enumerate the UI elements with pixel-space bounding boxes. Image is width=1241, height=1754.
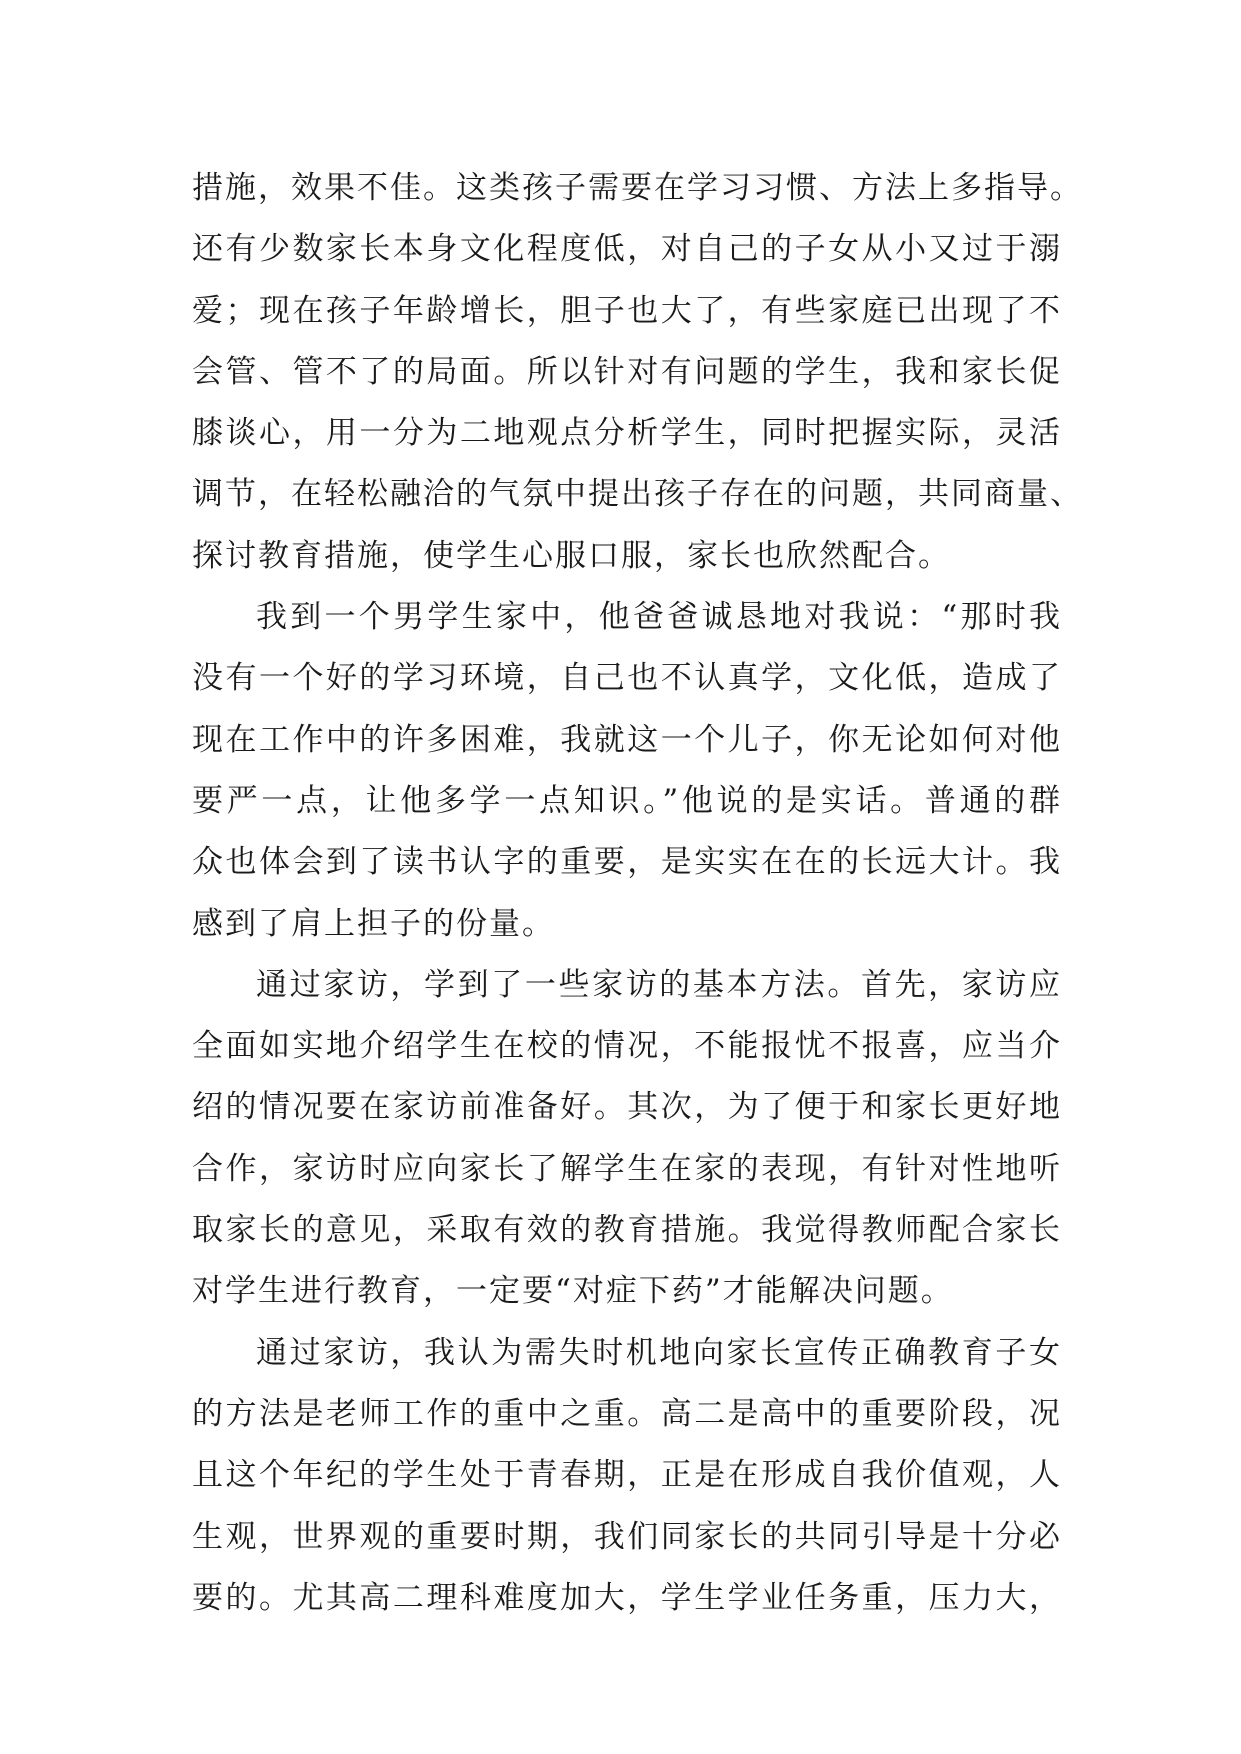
text-line: 通过家访，我认为需失时机地向家长宣传正确教育子女 bbox=[256, 1334, 1062, 1371]
text-line: 还有少数家长本身文化程度低，对自己的子女从小又过于溺 bbox=[192, 231, 1062, 268]
text-line: 探讨教育措施，使学生心服口服，家长也欣然配合。 bbox=[192, 537, 951, 574]
document-body bbox=[192, 158, 1083, 1629]
paragraph bbox=[192, 955, 1062, 1323]
text-line: 膝谈心，用一分为二地观点分析学生，同时把握实际，灵活 bbox=[192, 415, 1062, 452]
text-line: 我到一个男学生家中，他爸爸诚恳地对我说：“那时我 bbox=[256, 599, 1062, 636]
text-line: 众也体会到了读书认字的重要，是实实在在的长远大计。我 bbox=[192, 844, 1062, 881]
text-line: 对学生进行教育，一定要“对症下药”才能解决问题。 bbox=[192, 1273, 954, 1310]
text-line: 且这个年纪的学生处于青春期，正是在形成自我价值观，人 bbox=[192, 1457, 1062, 1494]
paragraph bbox=[192, 587, 1062, 955]
text-line: 措施，效果不佳。这类孩子需要在学习习惯、方法上多指导。 bbox=[192, 170, 1083, 206]
text-line: 通过家访，学到了一些家访的基本方法。首先，家访应 bbox=[256, 966, 1062, 1003]
text-line: 会管、管不了的局面。所以针对有问题的学生，我和家长促 bbox=[192, 353, 1062, 390]
text-line: 合作，家访时应向家长了解学生在家的表现，有针对性地听 bbox=[192, 1150, 1062, 1187]
text-line: 要严一点，让他多学一点知识。”他说的是实话。普通的群 bbox=[192, 782, 1062, 819]
text-line: 感到了肩上担子的份量。 bbox=[192, 905, 555, 942]
text-line: 全面如实地介绍学生在校的情况，不能报忧不报喜，应当介 bbox=[192, 1028, 1062, 1065]
paragraph bbox=[192, 158, 1083, 587]
text-line: 没有一个好的学习环境，自己也不认真学，文化低，造成了 bbox=[192, 660, 1062, 697]
paragraph bbox=[192, 1323, 1062, 1629]
text-line: 的方法是老师工作的重中之重。高二是高中的重要阶段，况 bbox=[192, 1395, 1062, 1432]
text-line: 生观，世界观的重要时期，我们同家长的共同引导是十分必 bbox=[192, 1518, 1062, 1555]
text-line: 现在工作中的许多困难，我就这一个儿子，你无论如何对他 bbox=[192, 721, 1062, 758]
text-line: 调节，在轻松融洽的气氛中提出孩子存在的问题，共同商量、 bbox=[192, 476, 1083, 513]
text-line: 取家长的意见，采取有效的教育措施。我觉得教师配合家长 bbox=[192, 1212, 1062, 1249]
text-line: 爱；现在孩子年龄增长，胆子也大了，有些家庭已出现了不 bbox=[192, 292, 1062, 329]
text-line: 绍的情况要在家访前准备好。其次，为了便于和家长更好地 bbox=[192, 1089, 1062, 1126]
text-line: 要的。尤其高二理科难度加大，学生学业任务重，压力大， bbox=[192, 1579, 1062, 1616]
